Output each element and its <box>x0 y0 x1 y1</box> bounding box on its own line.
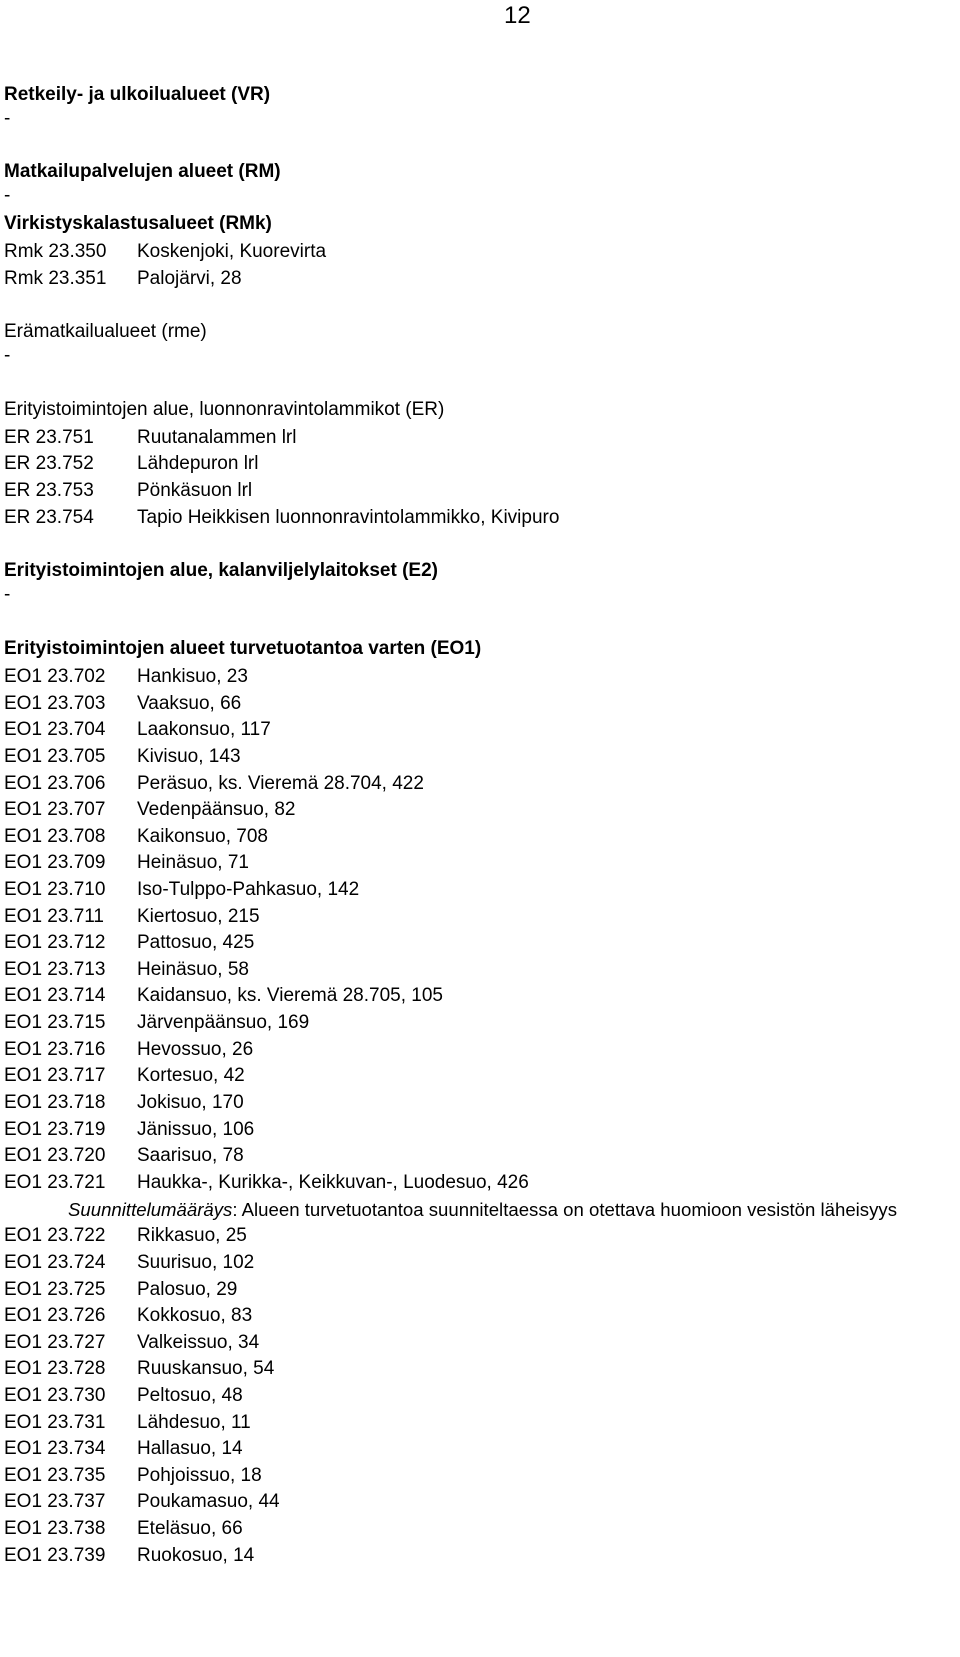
area-name: Heinäsuo, 58 <box>137 959 249 980</box>
area-name: Poukamasuo, 44 <box>137 1491 280 1512</box>
area-name: Pohjoissuo, 18 <box>137 1465 262 1486</box>
area-name: Vaaksuo, 66 <box>137 693 242 714</box>
list-item <box>4 959 249 981</box>
area-name: Hallasuo, 14 <box>137 1438 243 1459</box>
area-code: EO1 23.712 <box>4 932 106 953</box>
empty-dash: - <box>4 185 11 206</box>
area-name: Koskenjoki, Kuorevirta <box>137 241 327 262</box>
area-name: Eteläsuo, 66 <box>137 1518 243 1539</box>
area-code: EO1 23.707 <box>4 799 106 820</box>
list-item <box>4 852 249 874</box>
area-code: EO1 23.725 <box>4 1279 106 1300</box>
area-code: EO1 23.734 <box>4 1438 106 1459</box>
list-item <box>4 1358 274 1380</box>
list-item <box>4 480 252 502</box>
area-name: Kiertosuo, 215 <box>137 906 260 927</box>
area-code: EO1 23.728 <box>4 1358 106 1379</box>
list-item <box>4 1252 254 1274</box>
list-item <box>4 1305 252 1327</box>
empty-dash: - <box>4 108 11 129</box>
area-name: Laakonsuo, 117 <box>137 719 271 740</box>
area-name: Tapio Heikkisen luonnonravintolammikko, Kivipuro <box>137 507 560 528</box>
list-item <box>4 826 268 848</box>
area-code: EO1 23.706 <box>4 773 106 794</box>
list-item <box>4 1012 309 1034</box>
area-name: Lähdesuo, 11 <box>137 1412 251 1433</box>
area-name: Kortesuo, 42 <box>137 1065 245 1086</box>
area-name: Valkeissuo, 34 <box>137 1332 260 1353</box>
area-code: ER 23.751 <box>4 427 94 448</box>
area-code: EO1 23.704 <box>4 719 106 740</box>
area-code: EO1 23.709 <box>4 852 106 873</box>
area-name: Palosuo, 29 <box>137 1279 238 1300</box>
area-name: Pönkäsuon lrl <box>137 480 253 501</box>
area-code: EO1 23.711 <box>4 906 105 927</box>
area-name: Haukka-, Kurikka-, Keikkuvan-, Luodesuo, 426 <box>137 1172 529 1193</box>
area-code: EO1 23.705 <box>4 746 106 767</box>
area-code: EO1 23.702 <box>4 666 106 687</box>
area-name: Kaikonsuo, 708 <box>137 826 268 847</box>
area-name: Heinäsuo, 71 <box>137 852 249 873</box>
list-item <box>4 268 242 290</box>
list-item <box>4 453 258 475</box>
area-code: ER 23.753 <box>4 480 94 501</box>
empty-dash: - <box>4 345 11 366</box>
list-item <box>4 1385 243 1407</box>
area-code: EO1 23.738 <box>4 1518 106 1539</box>
list-item <box>4 1491 280 1513</box>
area-name: Hankisuo, 23 <box>137 666 248 687</box>
section-heading-rm: Matkailupalvelujen alueet (RM) <box>4 161 281 182</box>
area-code: EO1 23.717 <box>4 1065 106 1086</box>
area-name: Kivisuo, 143 <box>137 746 241 767</box>
list-item <box>4 985 443 1007</box>
note-text: : Alueen turvetuotantoa suunniteltaessa on otettava huomioon vesistön läheisyys <box>232 1199 897 1220</box>
section-heading-vr: Retkeily- ja ulkoilualueet (VR) <box>4 84 271 105</box>
area-code: EO1 23.720 <box>4 1145 106 1166</box>
area-code: EO1 23.727 <box>4 1332 106 1353</box>
list-item <box>4 1332 259 1354</box>
list-item <box>4 1092 244 1114</box>
area-code: EO1 23.713 <box>4 959 106 980</box>
area-code: ER 23.752 <box>4 453 94 474</box>
area-name: Kaidansuo, ks. Vieremä 28.705, 105 <box>137 985 443 1006</box>
list-item <box>4 1145 244 1167</box>
area-code: EO1 23.719 <box>4 1119 106 1140</box>
list-item <box>4 507 559 529</box>
list-item <box>4 1545 254 1567</box>
area-name: Järvenpäänsuo, 169 <box>137 1012 310 1033</box>
area-code: EO1 23.726 <box>4 1305 106 1326</box>
list-item <box>4 1465 262 1487</box>
area-name: Kokkosuo, 83 <box>137 1305 253 1326</box>
list-item <box>4 773 424 795</box>
area-name: Pattosuo, 425 <box>137 932 255 953</box>
empty-dash: - <box>4 584 11 605</box>
area-name: Peräsuo, ks. Vieremä 28.704, 422 <box>137 773 424 794</box>
area-name: Lähdepuron lrl <box>137 453 259 474</box>
list-item <box>4 1412 251 1434</box>
area-name: Ruokosuo, 14 <box>137 1545 255 1566</box>
area-name: Vedenpäänsuo, 82 <box>137 799 296 820</box>
area-name: Peltosuo, 48 <box>137 1385 243 1406</box>
area-code: EO1 23.731 <box>4 1412 106 1433</box>
section-heading-rmk: Virkistyskalastusalueet (RMk) <box>4 213 272 234</box>
list-item <box>4 427 296 449</box>
area-code: Rmk 23.350 <box>4 241 107 262</box>
planning-regulation-note <box>68 1199 897 1221</box>
list-item <box>4 1065 245 1087</box>
section-heading-e2: Erityistoimintojen alue, kalanviljelylaitokset (E2) <box>4 560 438 581</box>
area-code: EO1 23.718 <box>4 1092 106 1113</box>
area-name: Rikkasuo, 25 <box>137 1225 247 1246</box>
area-name: Jokisuo, 170 <box>137 1092 244 1113</box>
section-heading-rme: Erämatkailualueet (rme) <box>4 321 207 342</box>
area-name: Iso-Tulppo-Pahkasuo, 142 <box>137 879 360 900</box>
area-name: Palojärvi, 28 <box>137 268 242 289</box>
list-item <box>4 746 241 768</box>
area-code: EO1 23.739 <box>4 1545 106 1566</box>
area-name: Hevossuo, 26 <box>137 1039 254 1060</box>
list-item <box>4 1438 243 1460</box>
section-heading-eo1: Erityistoimintojen alueet turvetuotantoa varten (EO1) <box>4 638 482 659</box>
note-label: Suunnittelumääräys <box>68 1199 233 1220</box>
area-code: EO1 23.722 <box>4 1225 106 1246</box>
list-item <box>4 799 296 821</box>
area-code: EO1 23.715 <box>4 1012 106 1033</box>
area-code: EO1 23.714 <box>4 985 106 1006</box>
area-code: EO1 23.721 <box>4 1172 106 1193</box>
list-item <box>4 1172 529 1194</box>
area-code: EO1 23.703 <box>4 693 106 714</box>
area-code: EO1 23.735 <box>4 1465 106 1486</box>
section-heading-er: Erityistoimintojen alue, luonnonravintolammikot (ER) <box>4 399 445 420</box>
list-item <box>4 1225 247 1247</box>
area-name: Jänissuo, 106 <box>137 1119 255 1140</box>
list-item <box>4 879 359 901</box>
area-code: EO1 23.716 <box>4 1039 106 1060</box>
area-code: EO1 23.737 <box>4 1491 106 1512</box>
list-item <box>4 719 271 741</box>
list-item <box>4 693 241 715</box>
list-item <box>4 1039 253 1061</box>
list-item <box>4 1279 237 1301</box>
list-item <box>4 1518 243 1540</box>
area-code: EO1 23.708 <box>4 826 106 847</box>
area-code: ER 23.754 <box>4 507 94 528</box>
area-name: Ruutanalammen lrl <box>137 427 297 448</box>
list-item <box>4 1119 254 1141</box>
list-item <box>4 241 326 263</box>
area-name: Ruuskansuo, 54 <box>137 1358 275 1379</box>
list-item <box>4 906 260 928</box>
area-code: EO1 23.710 <box>4 879 106 900</box>
area-code: EO1 23.730 <box>4 1385 106 1406</box>
list-item <box>4 666 248 688</box>
page-number: 12 <box>504 2 531 29</box>
area-name: Saarisuo, 78 <box>137 1145 244 1166</box>
area-code: EO1 23.724 <box>4 1252 106 1273</box>
area-code: Rmk 23.351 <box>4 268 107 289</box>
area-name: Suurisuo, 102 <box>137 1252 255 1273</box>
list-item <box>4 932 254 954</box>
